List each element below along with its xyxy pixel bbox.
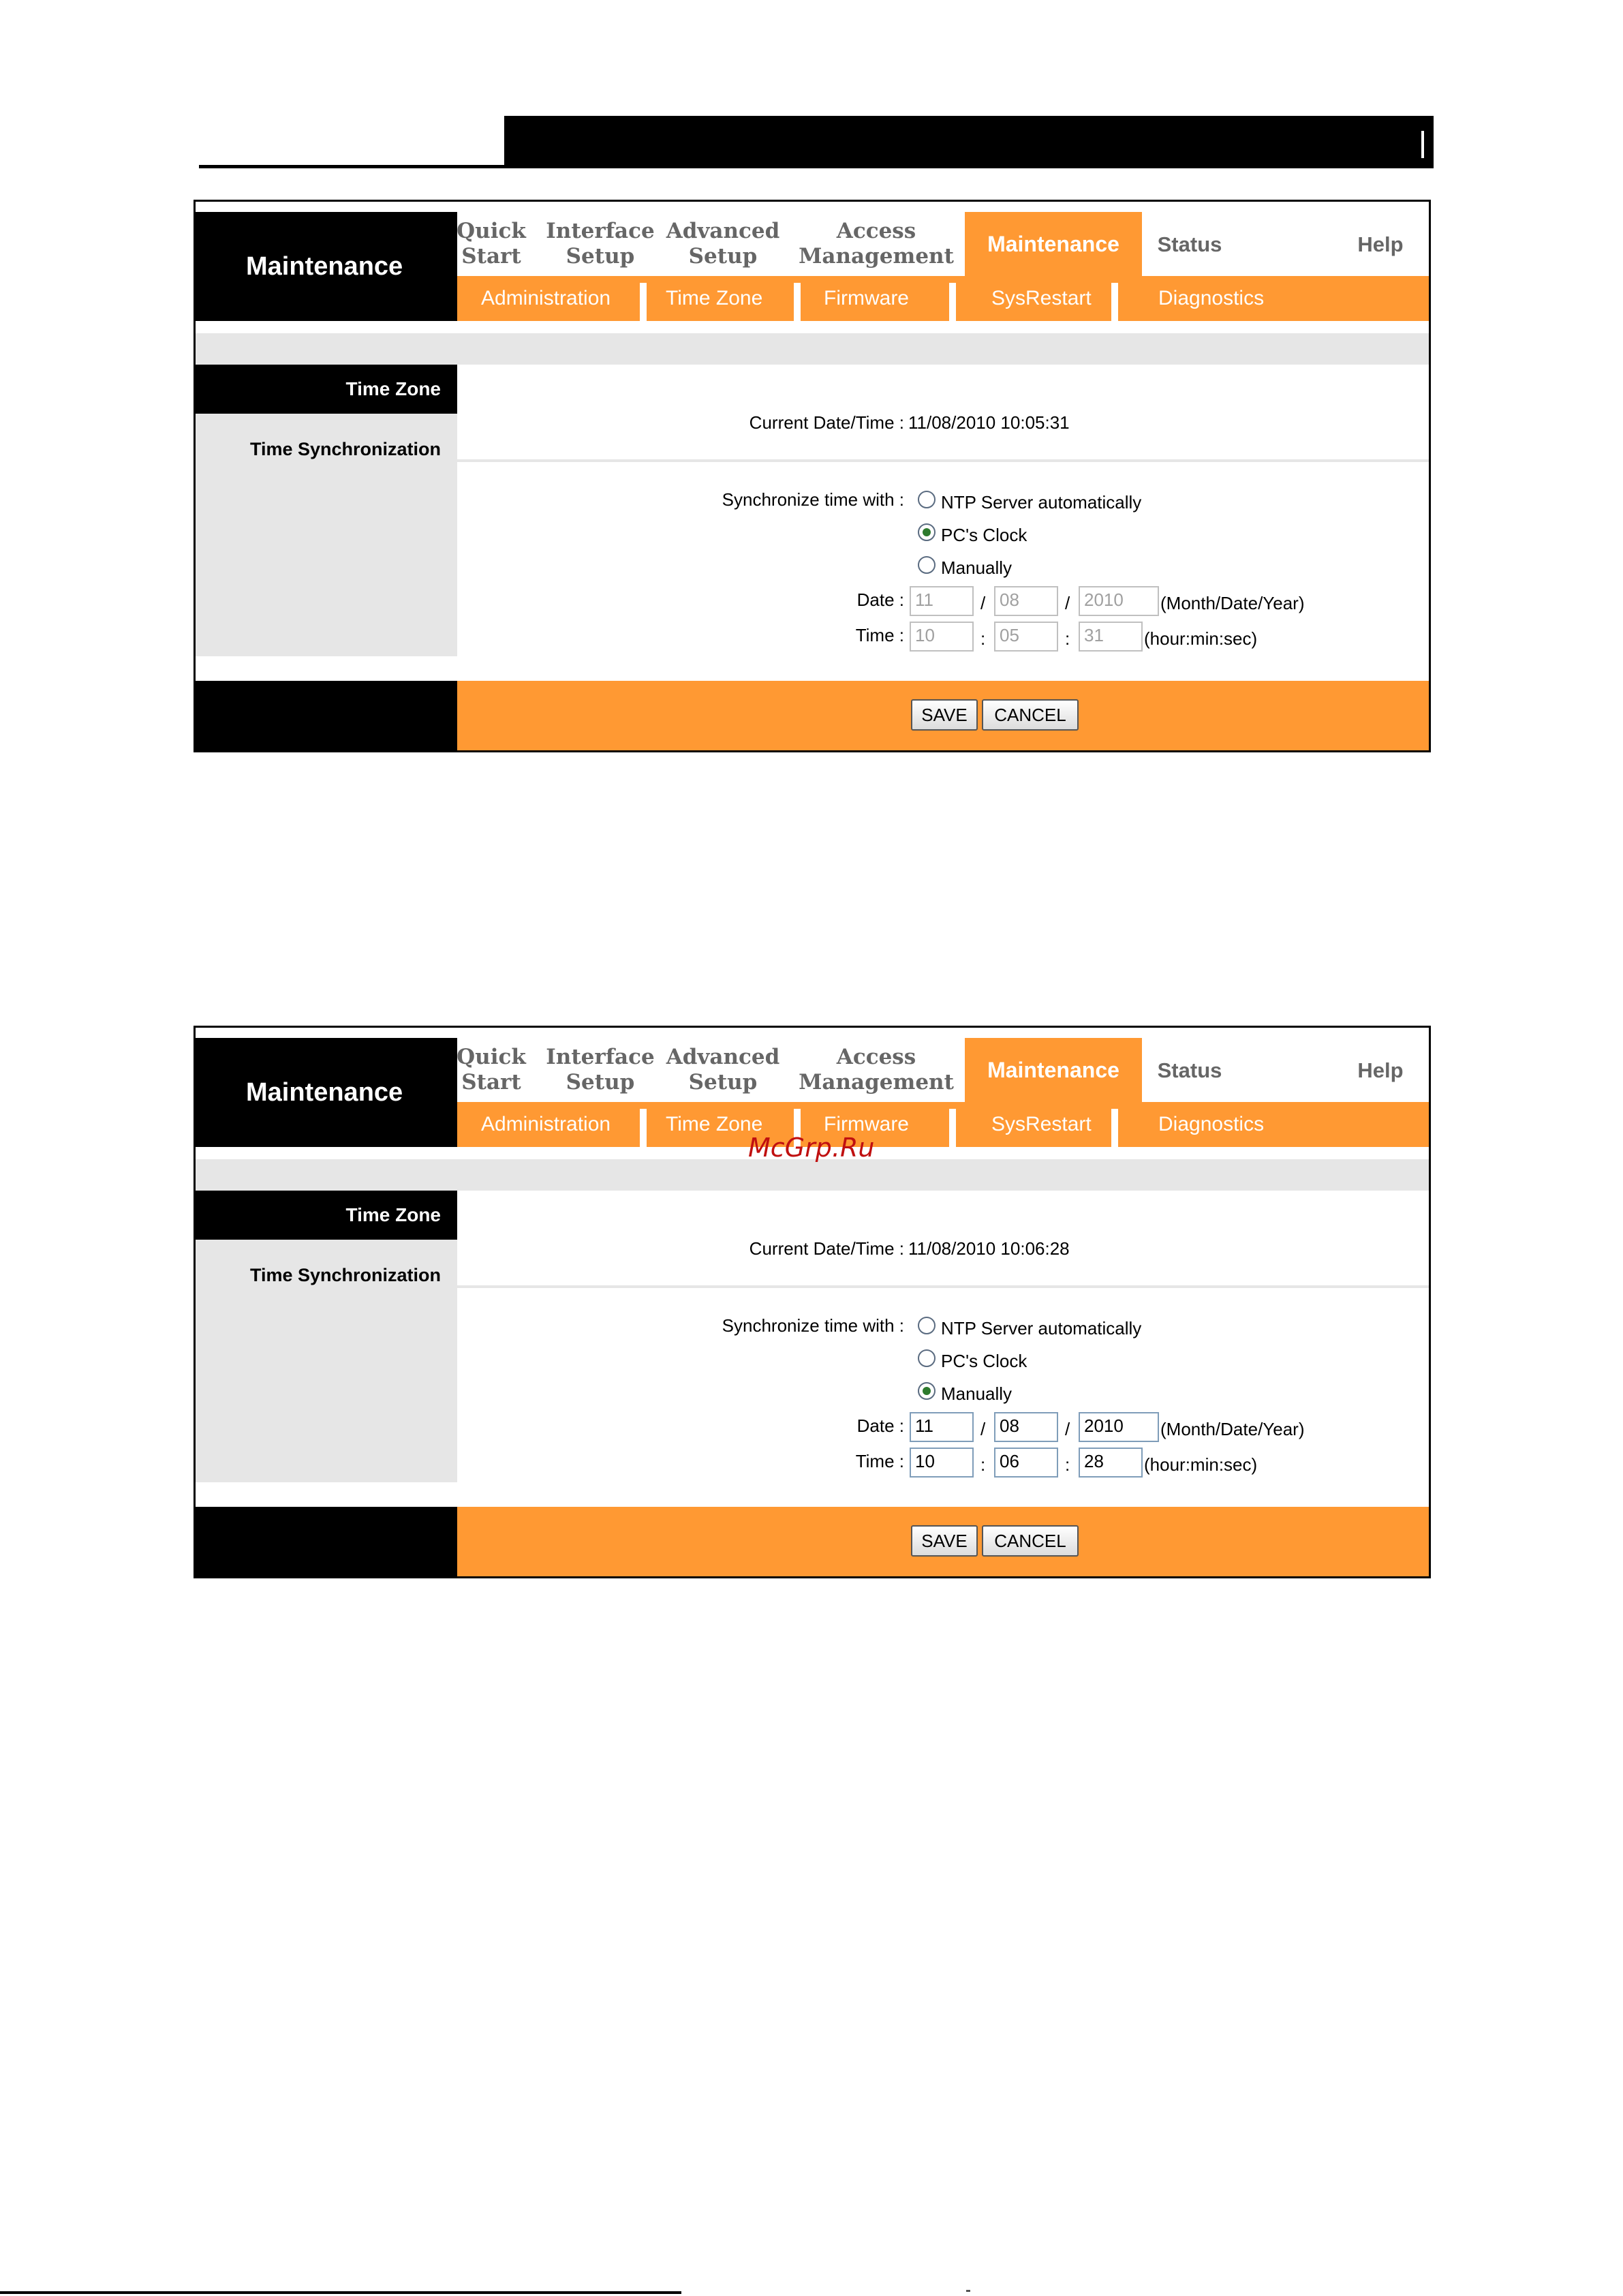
current-datetime-label: Current Date/Time : (749, 412, 904, 433)
nav-advanced-setup[interactable]: Advanced Setup (666, 219, 780, 269)
radio-manually-label: Manually (941, 557, 1013, 578)
nav-status[interactable]: Status (1157, 232, 1222, 256)
subnav-time-zone[interactable]: Time Zone (666, 1113, 763, 1135)
current-datetime-label: Current Date/Time : (749, 1238, 904, 1259)
subnav-firmware[interactable]: Firmware (824, 1113, 909, 1135)
sub-nav (457, 276, 1429, 321)
radio-manually[interactable] (918, 1382, 936, 1400)
brand-title: Maintenance (196, 1038, 457, 1147)
current-datetime-value: 11/08/2010 10:06:28 (908, 1238, 1070, 1259)
date-format-hint: (Month/Date/Year) (1160, 1419, 1305, 1439)
watermark-text: McGrp.Ru (748, 1133, 875, 1163)
current-datetime-value: 11/08/2010 10:05:31 (908, 412, 1070, 433)
sub-nav (457, 1102, 1429, 1147)
nav-maintenance[interactable]: Maintenance (965, 1038, 1142, 1102)
section-title: Time Zone (196, 365, 457, 414)
subnav-sysrestart[interactable]: SysRestart (991, 287, 1092, 309)
date-month-field[interactable]: 11 (910, 586, 974, 616)
nav-access-management[interactable]: Access Management (799, 1045, 954, 1095)
subnav-sysrestart[interactable]: SysRestart (991, 1113, 1092, 1135)
date-format-hint: (Month/Date/Year) (1160, 593, 1305, 613)
subnav-diagnostics[interactable]: Diagnostics (1158, 1113, 1265, 1135)
nav-help[interactable]: Help (1357, 232, 1404, 256)
page-header-bar (504, 116, 1434, 168)
time-min-field[interactable]: 06 (994, 1448, 1058, 1478)
nav-access-management[interactable]: Access Management (799, 219, 954, 269)
radio-ntp[interactable] (918, 491, 936, 508)
time-format-hint: (hour:min:sec) (1144, 1454, 1258, 1475)
date-month-field[interactable]: 11 (910, 1412, 974, 1442)
sync-label: Synchronize time with : (722, 489, 904, 510)
brand-title: Maintenance (196, 212, 457, 321)
time-min-field[interactable]: 05 (994, 622, 1058, 652)
nav-interface-setup[interactable]: Interface Setup (546, 1045, 655, 1095)
nav-interface-setup[interactable]: Interface Setup (546, 219, 655, 269)
date-day-field[interactable]: 08 (994, 586, 1058, 616)
radio-ntp[interactable] (918, 1317, 936, 1334)
nav-help[interactable]: Help (1357, 1058, 1404, 1082)
date-label: Date : (856, 590, 904, 610)
section-title: Time Zone (196, 1191, 457, 1240)
radio-ntp-label: NTP Server automatically (941, 1318, 1142, 1338)
main-nav (457, 212, 1429, 276)
screenshot-panel-2: Maintenance Quick Start Interface Setup Advanced Setup Access Management Maintenance Status Help Administration Time Zone Firmware SysRestart Diagnostics Time Zone Time Synchronization Current Date/Time : 11/08/2010 10:06:28 Synchronize time with : NTP Server automatically PC's Clock Manually Date : 11 / 08 / 2010 (Month/Date/Year) Time : 10 : 06 : 28 (hour:min:sec) SAVE CANCEL (194, 1026, 1431, 1578)
nav-maintenance[interactable]: Maintenance (965, 212, 1142, 276)
nav-quick-start[interactable]: Quick Start (457, 219, 526, 269)
radio-pc-clock-label: PC's Clock (941, 1351, 1027, 1371)
subnav-administration[interactable]: Administration (481, 1113, 611, 1135)
radio-pc-clock[interactable] (918, 523, 936, 541)
subnav-time-zone[interactable]: Time Zone (666, 287, 763, 309)
sync-label: Synchronize time with : (722, 1315, 904, 1336)
form-footer (457, 681, 1429, 750)
date-year-field[interactable]: 2010 (1079, 586, 1159, 616)
cancel-button[interactable]: CANCEL (982, 1525, 1079, 1557)
date-year-field[interactable]: 2010 (1079, 1412, 1159, 1442)
time-label: Time : (855, 625, 904, 645)
time-hour-field[interactable]: 10 (910, 622, 974, 652)
time-label: Time : (855, 1451, 904, 1471)
nav-quick-start[interactable]: Quick Start (457, 1045, 526, 1095)
nav-status[interactable]: Status (1157, 1058, 1222, 1082)
subnav-firmware[interactable]: Firmware (824, 287, 909, 309)
main-nav (457, 1038, 1429, 1102)
radio-ntp-label: NTP Server automatically (941, 492, 1142, 512)
time-format-hint: (hour:min:sec) (1144, 628, 1258, 649)
radio-manually-label: Manually (941, 1383, 1013, 1404)
save-button[interactable]: SAVE (911, 1525, 978, 1557)
cancel-button[interactable]: CANCEL (982, 699, 1079, 731)
section-subtitle: Time Synchronization (249, 439, 441, 459)
radio-pc-clock-label: PC's Clock (941, 525, 1027, 545)
date-label: Date : (856, 1415, 904, 1436)
form-footer (457, 1507, 1429, 1576)
page-footer-rule (0, 2291, 681, 2294)
time-sec-field[interactable]: 28 (1079, 1448, 1143, 1478)
nav-advanced-setup[interactable]: Advanced Setup (666, 1045, 780, 1095)
section-subtitle: Time Synchronization (249, 1265, 441, 1285)
time-hour-field[interactable]: 10 (910, 1448, 974, 1478)
subnav-administration[interactable]: Administration (481, 287, 611, 309)
radio-manually[interactable] (918, 556, 936, 574)
radio-pc-clock[interactable] (918, 1349, 936, 1367)
page-header-rule (199, 165, 504, 168)
save-button[interactable]: SAVE (911, 699, 978, 731)
screenshot-panel-1: Maintenance Quick Start Interface Setup Advanced Setup Access Management Maintenance Status Help Administration Time Zone Firmware SysRestart Diagnostics Time Zone Time Synchronization Current Date/Time : 11/08/2010 10:05:31 Synchronize time with : NTP Server automatically PC's Clock Manually Date : 11 / 08 / 2010 (Month/Date/Year) Time : 10 : 05 : 31 (hour:min:sec) SAVE CANCEL (194, 200, 1431, 752)
subnav-diagnostics[interactable]: Diagnostics (1158, 287, 1265, 309)
time-sec-field[interactable]: 31 (1079, 622, 1143, 652)
date-day-field[interactable]: 08 (994, 1412, 1058, 1442)
